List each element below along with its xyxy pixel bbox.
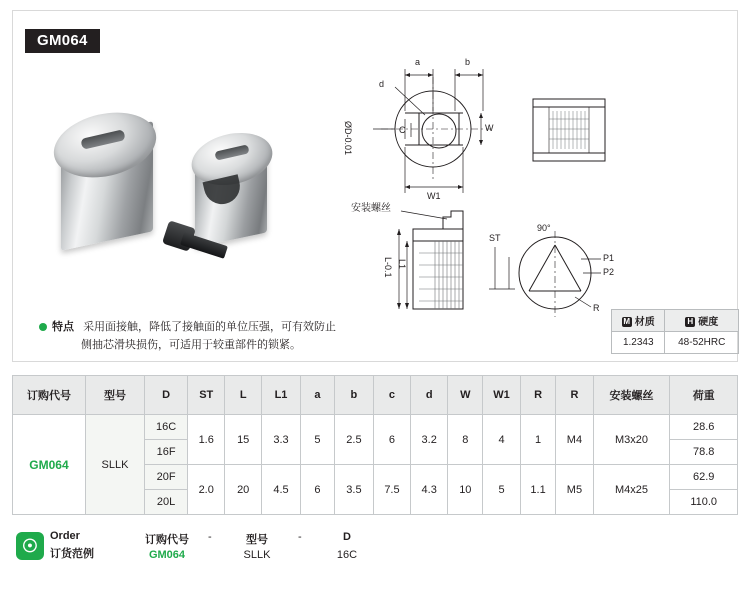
- cell-W: 8: [448, 415, 483, 465]
- bullet-dot-icon: [39, 323, 47, 331]
- col-order-code: 订购代号: [13, 376, 86, 415]
- feature-line-2: 侧抽芯滑块损伤，可适用于较重部件的锁紧。: [81, 339, 301, 352]
- order-col-head-code: 订购代号: [145, 534, 189, 546]
- col-d: d: [411, 376, 448, 415]
- dim-label-w: W: [485, 123, 494, 133]
- cell-L: 20: [225, 465, 262, 515]
- cell-ST: 2.0: [188, 465, 225, 515]
- order-subtitle: 订货范例: [50, 548, 94, 560]
- dim-label-w1: W1: [427, 191, 441, 201]
- table-header-row: [13, 376, 738, 415]
- cell-b: 2.5: [334, 415, 373, 465]
- feature-label: 特点: [52, 321, 74, 333]
- cell-d: 4.3: [411, 465, 448, 515]
- cell-load: 28.6: [670, 415, 738, 440]
- dim-label-st: ST: [489, 233, 501, 243]
- cell-load: 78.8: [670, 440, 738, 465]
- col-a: a: [300, 376, 334, 415]
- material-value: 1.2343: [612, 332, 665, 354]
- cell-load: 62.9: [670, 465, 738, 490]
- hardness-value: 48-52HRC: [665, 332, 739, 354]
- col-R2: R: [556, 376, 593, 415]
- cell-R: 1.1: [520, 465, 556, 515]
- dim-label-p1: P1: [603, 253, 615, 263]
- material-header-text: 材质: [634, 317, 655, 328]
- cell-b: 3.5: [334, 465, 373, 515]
- dim-label-r: R: [593, 303, 600, 313]
- col-b: b: [334, 376, 373, 415]
- cell-W1: 5: [483, 465, 520, 515]
- material-hardness-table: [611, 309, 739, 354]
- order-example: [12, 528, 738, 574]
- order-title: Order: [50, 530, 80, 542]
- order-col-value-d: 16C: [336, 549, 358, 561]
- dim-label-diameter: ØD-0.01: [343, 121, 353, 156]
- cell-R2: M5: [556, 465, 593, 515]
- dim-label-L1: L1: [397, 259, 407, 270]
- col-model: 型号: [85, 376, 144, 415]
- hardness-header-text: 硬度: [698, 317, 719, 328]
- cell-c: 6: [373, 415, 410, 465]
- order-col-value-model: SLLK: [243, 549, 271, 561]
- hardness-header-cell: [665, 310, 739, 332]
- col-L: L: [225, 376, 262, 415]
- col-c: c: [373, 376, 410, 415]
- cell-W1: 4: [483, 415, 520, 465]
- dim-label-b: b: [465, 57, 471, 67]
- cell-W: 10: [448, 465, 483, 515]
- cell-ST: 1.6: [188, 415, 225, 465]
- cell-L1: 3.3: [262, 415, 301, 465]
- order-col-head-d: D: [343, 531, 351, 543]
- cell-D: 16C: [145, 415, 188, 440]
- table-row: [13, 415, 738, 440]
- product-photo: [43, 106, 333, 306]
- dim-label-angle: 90°: [537, 223, 551, 233]
- col-W: W: [448, 376, 483, 415]
- cell-D: 16F: [145, 440, 188, 465]
- cell-order-code: GM064: [13, 415, 86, 515]
- feature-line-1: 采用面接触，降低了接触面的单位压强，可有效防止: [83, 321, 337, 333]
- order-col-value-code: GM064: [148, 549, 186, 561]
- col-R: R: [520, 376, 556, 415]
- dim-label-p2: P2: [603, 267, 615, 277]
- cell-a: 5: [300, 415, 334, 465]
- cell-model: SLLK: [85, 415, 144, 515]
- specification-table: [12, 375, 738, 515]
- order-separator-1: -: [208, 531, 212, 543]
- dim-label-d: d: [379, 79, 385, 89]
- col-ST: ST: [188, 376, 225, 415]
- product-illustration-panel: [12, 10, 738, 362]
- cell-R2: M4: [556, 415, 593, 465]
- dim-label-c: C: [399, 125, 406, 135]
- col-load: 荷重: [670, 376, 738, 415]
- part-number-tag: GM064: [25, 29, 100, 53]
- material-badge-icon: M: [623, 317, 631, 326]
- col-mounting-screw: 安装螺丝: [593, 376, 670, 415]
- feature-note: [39, 319, 369, 354]
- col-W1: W1: [483, 376, 520, 415]
- cell-L: 15: [225, 415, 262, 465]
- cell-c: 7.5: [373, 465, 410, 515]
- material-header-cell: [612, 310, 665, 332]
- cell-mounting-screw: M3x20: [593, 415, 670, 465]
- cell-mounting-screw: M4x25: [593, 465, 670, 515]
- technical-drawings: [343, 41, 743, 326]
- col-D: D: [145, 376, 188, 415]
- cell-D: 20F: [145, 465, 188, 490]
- table-row: [612, 310, 739, 332]
- col-L1: L1: [262, 376, 301, 415]
- table-row: [612, 332, 739, 354]
- mounting-screw-note: 安装螺丝: [351, 203, 391, 214]
- cell-L1: 4.5: [262, 465, 301, 515]
- dim-label-L: L-0.1: [383, 257, 393, 278]
- dim-label-a: a: [415, 57, 421, 67]
- order-separator-2: -: [298, 531, 302, 543]
- cell-d: 3.2: [411, 415, 448, 465]
- hardness-badge-icon: H: [685, 317, 695, 327]
- drawing-svg: [343, 41, 743, 326]
- order-col-head-model: 型号: [246, 534, 268, 546]
- cell-R: 1: [520, 415, 556, 465]
- cell-load: 110.0: [670, 490, 738, 515]
- cell-a: 6: [300, 465, 334, 515]
- cell-D: 20L: [145, 490, 188, 515]
- order-badge-icon: ☉: [16, 532, 44, 560]
